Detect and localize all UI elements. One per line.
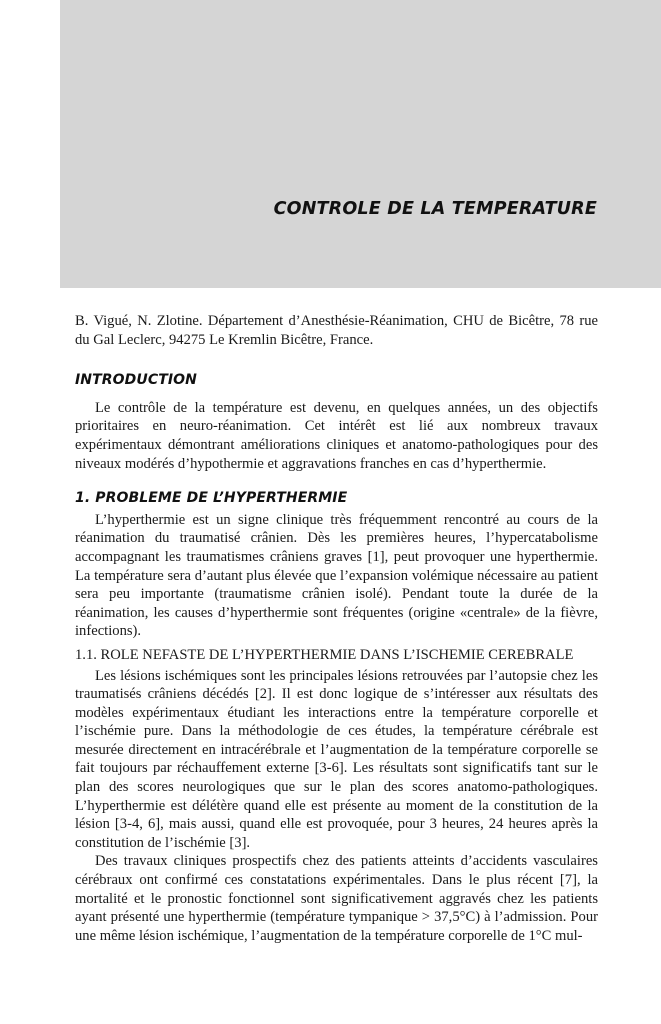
section-paragraph: L’hyperthermie est un signe clinique très fréquemment rencontré au cours de la réanimation du traumatisé crânien. Dès les premières heures, l’hypercatabolisme accompagnant les traumatismes crâniens graves [1], peut provoquer une hyperthermie. La température sera d’autant plus élevée que l’expansion volémique nécessaire au patient sera peu importante (traumatisme crânien isolé). Pendant toute la durée de la réanimation, les causes d’hyperthermie sont fréquentes (origine «centrale» de la fièvre, infections). bbox=[75, 511, 598, 640]
subsection-heading: 1.1. ROLE NEFASTE DE L’HYPERTHERMIE DANS L’ISCHEMIE CEREBRALE bbox=[75, 646, 574, 663]
chapter-header-band bbox=[60, 0, 661, 288]
document-body bbox=[75, 312, 598, 945]
section-heading: 1. PROBLEME DE L’HYPERTHERMIE bbox=[75, 490, 348, 507]
chapter-title: CONTROLE DE LA TEMPERATURE bbox=[273, 199, 597, 219]
introduction-heading: INTRODUCTION bbox=[75, 372, 197, 389]
subsection-paragraph-1: Les lésions ischémiques sont les principales lésions retrouvées par l’autopsie chez les traumatisés crâniens décédés [2]. Il est donc logique de s’intéresser aux résultats des modèles expérimentaux étudiant les interactions entre la température corporelle et l’ischémie pure. Dans la méthodologie de ces études, la température cérébrale est mesurée directement en intracérébrale et l’augmentation de la température corporelle se fait toujours par réchauffement externe [3-6]. Les résultats sont significatifs tant sur le plan des scores neurologiques que sur le plan des scores anatomo-pathologiques. L’hyperthermie est délétère quand elle est présente au moment de la constitution de la lésion [3-4, 6], mais aussi, quand elle est provoquée, pour 3 heures, 24 heures après la constitution de l’ischémie [3]. bbox=[75, 667, 598, 851]
author-affiliation: B. Vigué, N. Zlotine. Département d’Anesthésie-Réanimation, CHU de Bicêtre, 78 rue du Gal Leclerc, 94275 Le Kremlin Bicêtre, France. bbox=[75, 313, 598, 348]
subsection-paragraph-2: Des travaux cliniques prospectifs chez des patients atteints d’accidents vasculaires cérébraux ont confirmé ces constatations expérimentales. Dans le plus récent [7], la mortalité et le pronostic fonctionnel sont significativement aggravés chez les patients ayant présenté une hyperthermie (température tympanique > 37,5°C) à l’admission. Pour une même lésion ischémique, l’augmentation de la température corporelle de 1°C mul- bbox=[75, 853, 598, 944]
introduction-paragraph: Le contrôle de la température est devenu, en quelques années, un des objectifs prioritaires en neuro-réanimation. Cet intérêt est lié aux nombreux travaux expérimentaux démontrant améliorations cliniques et anatomo-pathologiques pour des niveaux modérés d’hypothermie et aggravations franches en cas d’hyperthermie. bbox=[75, 399, 598, 472]
